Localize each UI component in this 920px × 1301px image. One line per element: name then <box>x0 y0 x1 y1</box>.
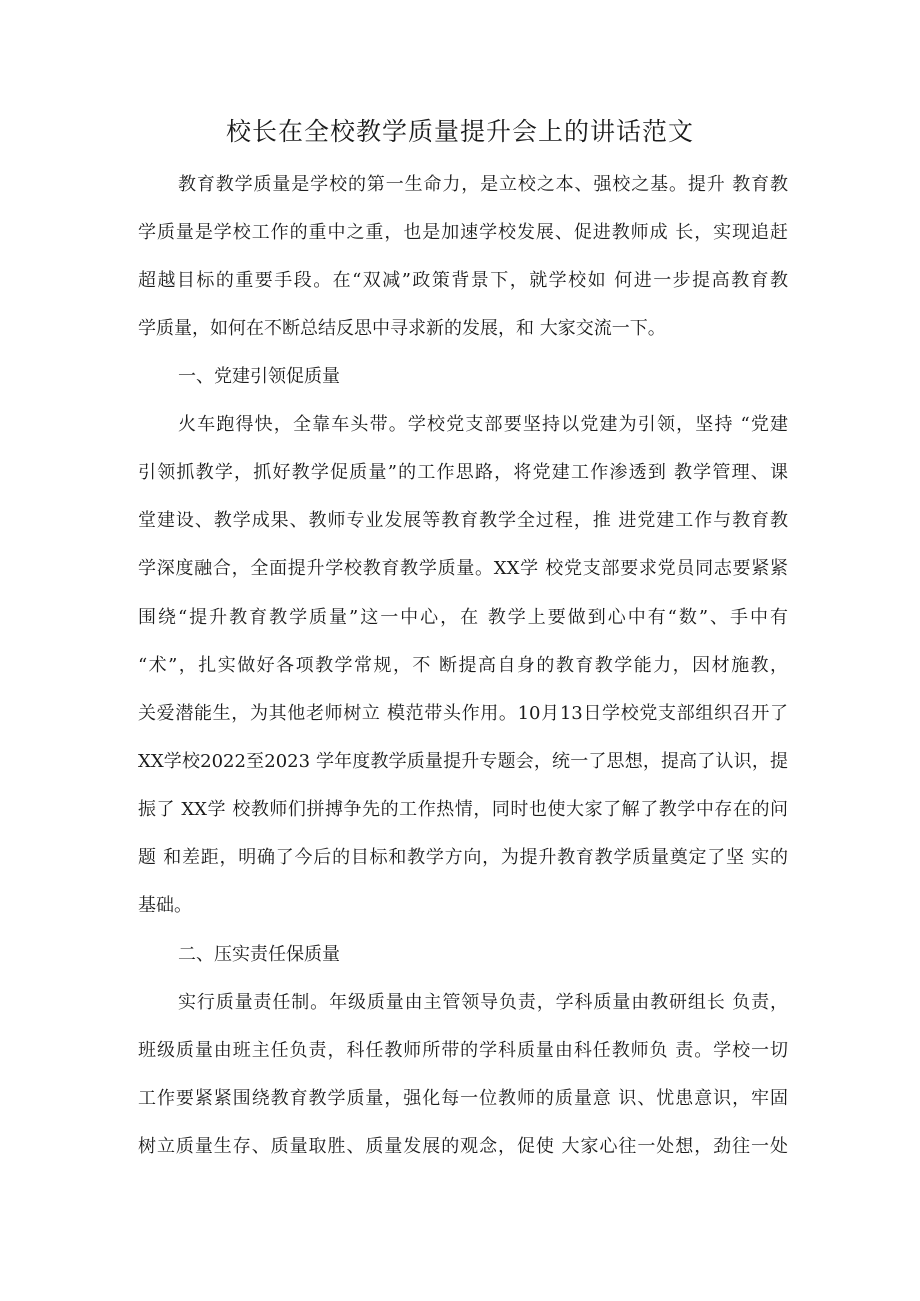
section1-line: 关爱潜能生，为其他老师树立 模范带头作用。10月13日学校党支部组织召开了 <box>138 703 788 724</box>
document-title: 校长在全校教学质量提升会上的讲话范文 <box>225 117 694 146</box>
section2-line: 工作要紧紧围绕教育教学质量，强化每一位教师的质量意 识、忧患意识，牢固 <box>138 1088 788 1109</box>
section1-line: 引领抓教学，抓好教学促质量”的工作思路，将党建工作渗透到 教学管理、课 <box>138 462 788 483</box>
intro-line: 学质量是学校工作的重中之重，也是加速学校发展、促进教师成 长，实现追赶 <box>138 222 788 243</box>
intro-line: 学质量，如何在不断总结反思中寻求新的发展，和 大家交流一下。 <box>138 318 666 339</box>
section1-line: 堂建设、教学成果、教师专业发展等教育教学全过程，推 进党建工作与教育教 <box>138 510 788 531</box>
section-heading-1: 一、党建引领促质量 <box>178 366 340 387</box>
section2-line: 树立质量生存、质量取胜、质量发展的观念，促使 大家心往一处想，劲往一处 <box>138 1136 788 1157</box>
section1-line: 题 和差距，明确了今后的目标和教学方向，为提升教育教学质量奠定了坚 实的 <box>138 847 788 868</box>
intro-line: 超越目标的重要手段。在“双减”政策背景下，就学校如 何进一步提高教育教 <box>138 270 788 291</box>
section1-line: 基础。 <box>138 895 192 916</box>
section1-line: 振了 XX学 校教师们拼搏争先的工作热情，同时也使大家了解了教学中存在的问 <box>138 799 788 820</box>
section2-line: 实行质量责任制。年级质量由主管领导负责，学科质量由教研组长 负责， <box>178 992 788 1013</box>
section1-line: 围绕“提升教育教学质量”这一中心，在 教学上要做到心中有“数”、手中有 <box>138 607 788 628</box>
section1-line: 火车跑得快，全靠车头带。学校党支部要坚持以党建为引领，坚持 “党建 <box>178 414 788 435</box>
section1-line: “术”，扎实做好各项教学常规，不 断提高自身的教育教学能力，因材施教， <box>138 655 788 676</box>
intro-line: 教育教学质量是学校的第一生命力，是立校之本、强校之基。提升 教育教 <box>178 174 788 195</box>
section2-line: 班级质量由班主任负责，科任教师所带的学科质量由科任教师负 责。学校一切 <box>138 1040 788 1061</box>
section1-line: XX学校2022至2023 学年度教学质量提升专题会，统一了思想，提高了认识，提 <box>138 751 788 772</box>
section1-line: 学深度融合，全面提升学校教育教学质量。XX学 校党支部要求党员同志要紧紧 <box>138 558 788 579</box>
section-heading-2: 二、压实责任保质量 <box>178 944 340 965</box>
